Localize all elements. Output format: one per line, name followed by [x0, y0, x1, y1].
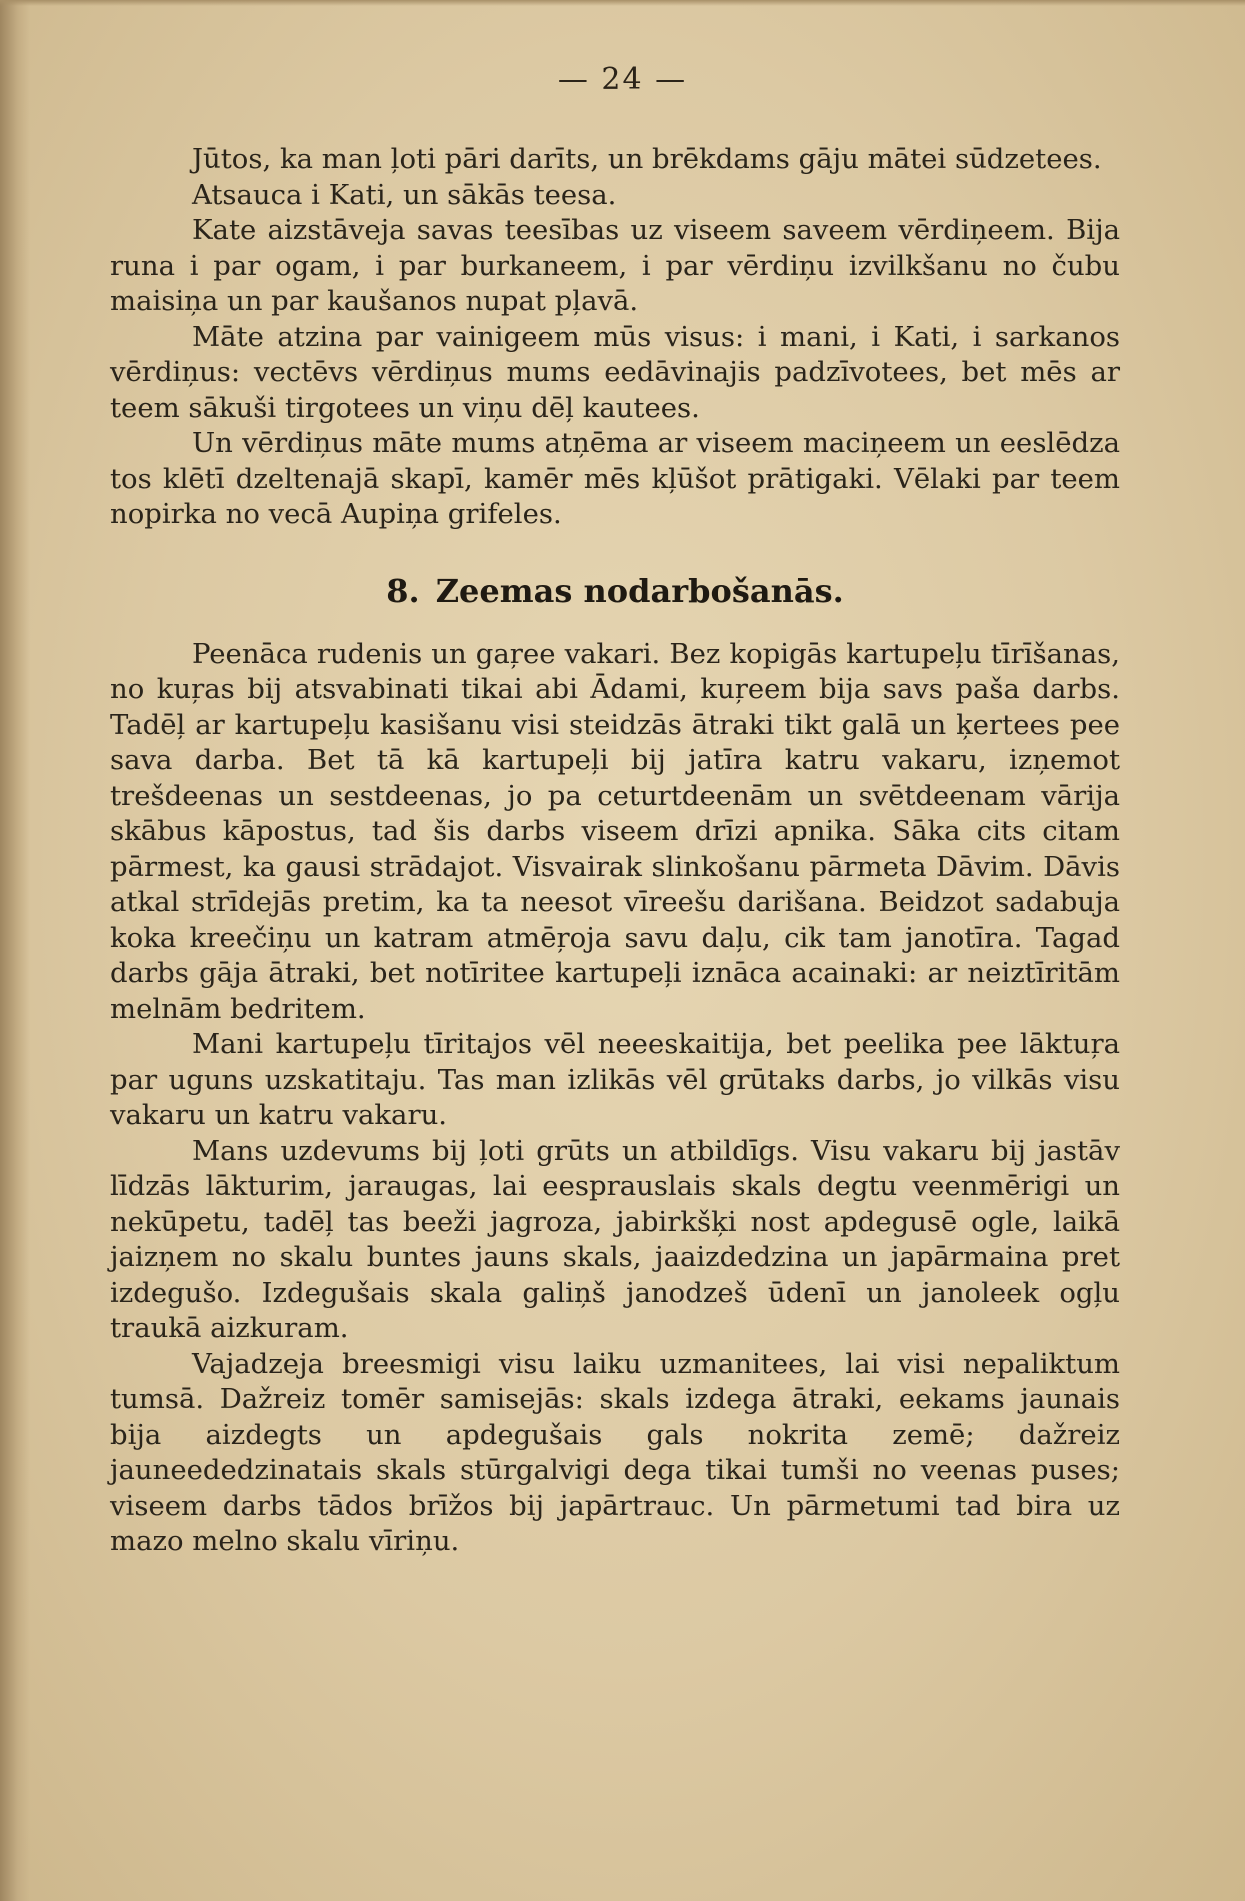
paragraph: Atsauca i Kati, un sākās teesa. — [192, 178, 617, 211]
page-top-edge — [0, 0, 1245, 6]
paragraph: Jūtos, ka man ļoti pāri darīts, un brēkdams gāju mātei sūdzetees. — [192, 143, 1102, 175]
paragraph: Mans uzdevums bij ļoti grūts un atbildīgs. Visu vakaru bij jastāv līdzās lākturim, jaraugas, lai eesprauslais skals degtu veenmērigi un nekūpetu, tadēļ tas beeži jagroza, jabirkšķi nost apdegusē ogle, laikā jaizņem no skalu buntes jauns skals, jaaizdedzina un japārmaina pret izdegušo. Izdegušais skala galiņš janodzeš ūdenī un janoleek ogļu traukā aizkuram. — [110, 1134, 1120, 1344]
paragraph: Mani kartupeļu tīritajos vēl neeeskaitija, bet peelika pee lāktuŗa par uguns uzskatitaju. Tas man izlikās vēl grūtaks darbs, jo vilkās visu vakaru un katru vakaru. — [110, 1028, 1120, 1131]
chapter-title: Zeemas nodarbošanās. — [435, 571, 844, 610]
chapter-heading — [110, 571, 1120, 611]
page-text — [110, 142, 1120, 1560]
paragraph: Peenāca rudenis un gaŗee vakari. Bez kopigās kartupeļu tīrīšanas, no kuŗas bij atsvabinati tikai abi Ādami, kuŗeem bija savs paša darbs. Tadēļ ar kartupeļu kasišanu visi steidzās ātraki tikt galā un ķertees pee sava darba. Bet tā kā kartupeļi bij jatīra katru vakaru, izņemot trešdeenas un sestdeenas, jo pa ceturtdeenām un svētdeenam vārija skābus kāpostus, tad šis darbs viseem drīzi apnika. Sāka cits citam pārmest, ka gausi strādajot. Visvairak slinkošanu pārmeta Dāvim. Dāvis atkal strīdejās pretim, ka ta neesot vīreešu darišana. Beidzot sadabuja koka kreečiņu un katram atmēŗoja savu daļu, cik tam janotīra. Tagad darbs gāja ātraki, bet notīritee kartupeļi iznāca acainaki: ar neiztīritām melnām bedritem. — [110, 637, 1120, 1025]
paragraph: Un vērdiņus māte mums atņēma ar viseem maciņeem un eeslēdza tos klētī dzeltenajā skapī, kamēr mēs kļūšot prātigaki. Vēlaki par teem nopirka no vecā Aupiņa grifeles. — [110, 427, 1120, 530]
page-number: — 24 — — [557, 62, 688, 97]
paragraph: Māte atzina par vainigeem mūs visus: i mani, i Kati, i sarkanos vērdiņus: vectēvs vērdiņus mums eedāvinajis padzīvotees, bet mēs ar teem sākuši tirgotees un viņu dēļ kautees. — [110, 320, 1120, 424]
chapter-number: 8. — [386, 571, 420, 610]
binding-shadow — [0, 0, 30, 1901]
paragraph: Kate aizstāveja savas teesības uz viseem saveem vērdiņeem. Bija runa i par ogam, i par burkaneem, i par vērdiņu izvilkšanu no čubu maisiņa un par kaušanos nupat pļavā. — [110, 214, 1120, 317]
paragraph: Vajadzeja breesmigi visu laiku uzmanitees, lai visi nepaliktum tumsā. Dažreiz tomēr samisejās: skals izdega ātraki, eekams jaunais bija aizdegts un apdegušais gals nokrita zemē; dažreiz jauneededzinatais skals stūrgalvigi dega tikai tumši no veenas puses; viseem darbs tādos brīžos bij japārtrauc. Un pārmetumi tad bira uz mazo melno skalu vīriņu. — [110, 1347, 1120, 1557]
